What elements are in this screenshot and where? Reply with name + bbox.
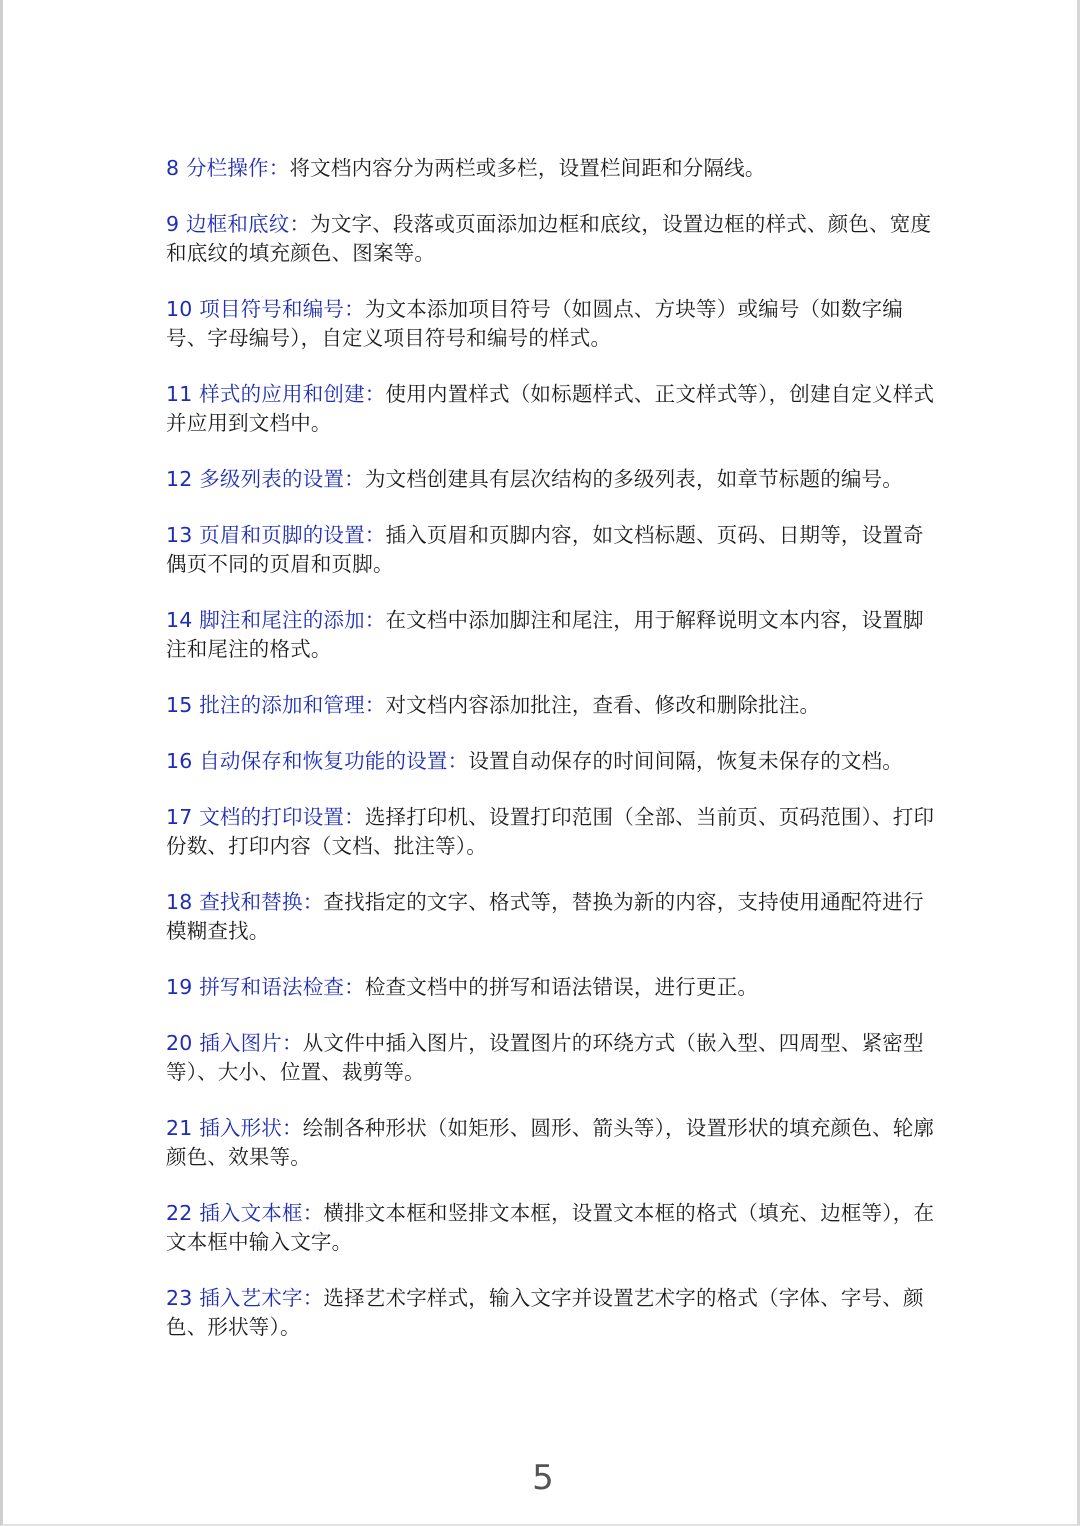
item-heading: 10 项目符号和编号： (166, 297, 365, 321)
item-description: 将文档内容分为两栏或多栏，设置栏间距和分隔线。 (289, 156, 766, 180)
item-description: 绘制各种形状（如矩形、圆形、箭头等），设置形状的填充颜色、轮廓颜色、效果等。 (166, 1116, 935, 1169)
item-description: 为文字、段落或页面添加边框和底纹，设置边框的样式、颜色、宽度和底纹的填充颜色、图案等。 (166, 212, 932, 265)
item-heading: 14 脚注和尾注的添加： (166, 608, 386, 632)
list-item (166, 691, 936, 720)
list-item (166, 465, 936, 494)
list-item (166, 521, 936, 579)
list-item (166, 1114, 936, 1172)
list-item (166, 295, 936, 353)
list-item (166, 888, 936, 946)
item-description: 为文本添加项目符号（如圆点、方块等）或编号（如数字编号、字母编号），自定义项目符号和编号的样式。 (166, 297, 904, 350)
item-description: 在文档中添加脚注和尾注，用于解释说明文本内容，设置脚注和尾注的格式。 (166, 608, 924, 661)
item-description: 设置自动保存的时间间隔，恢复未保存的文档。 (468, 749, 904, 773)
list-item (166, 210, 936, 268)
list-item (166, 747, 936, 776)
item-description: 为文档创建具有层次结构的多级列表，如章节标题的编号。 (364, 467, 904, 491)
list-item (166, 803, 936, 861)
item-heading: 11 样式的应用和创建： (166, 382, 386, 406)
item-description: 选择打印机、设置打印范围（全部、当前页、页码范围）、打印份数、打印内容（文档、批注等）。 (166, 805, 935, 858)
item-heading: 23 插入艺术字： (166, 1286, 324, 1310)
list-item (166, 973, 936, 1002)
item-heading: 21 插入形状： (166, 1116, 303, 1140)
item-heading: 13 页眉和页脚的设置： (166, 523, 386, 547)
item-description: 选择艺术字样式，输入文字并设置艺术字的格式（字体、字号、颜色、形状等）。 (166, 1286, 924, 1339)
item-heading: 16 自动保存和恢复功能的设置： (166, 749, 469, 773)
item-heading: 8 分栏操作： (166, 156, 290, 180)
item-description: 查找指定的文字、格式等，替换为新的内容，支持使用通配符进行模糊查找。 (166, 890, 924, 943)
list-item (166, 1199, 936, 1257)
item-heading: 18 查找和替换： (166, 890, 324, 914)
list-item (166, 380, 936, 438)
item-heading: 22 插入文本框： (166, 1201, 324, 1225)
item-description: 检查文档中的拼写和语法错误，进行更正。 (364, 975, 759, 999)
item-heading: 15 批注的添加和管理： (166, 693, 386, 717)
item-description: 使用内置样式（如标题样式、正文样式等），创建自定义样式并应用到文档中。 (166, 382, 935, 435)
item-heading: 17 文档的打印设置： (166, 805, 365, 829)
feature-list (166, 154, 936, 1369)
item-heading: 9 边框和底纹： (166, 212, 311, 236)
item-heading: 20 插入图片： (166, 1031, 303, 1055)
item-heading: 12 多级列表的设置： (166, 467, 365, 491)
page-number: 5 (532, 1458, 554, 1498)
list-item (166, 606, 936, 664)
item-description: 从文件中插入图片，设置图片的环绕方式（嵌入型、四周型、紧密型等）、大小、位置、裁剪等。 (166, 1031, 924, 1084)
item-description: 对文档内容添加批注，查看、修改和删除批注。 (385, 693, 821, 717)
item-description: 横排文本框和竖排文本框，设置文本框的格式（填充、边框等），在文本框中输入文字。 (166, 1201, 935, 1254)
item-description: 插入页眉和页脚内容，如文档标题、页码、日期等，设置奇偶页不同的页眉和页脚。 (166, 523, 924, 576)
list-item (166, 154, 936, 183)
item-heading: 19 拼写和语法检查： (166, 975, 365, 999)
list-item (166, 1029, 936, 1087)
list-item (166, 1284, 936, 1342)
